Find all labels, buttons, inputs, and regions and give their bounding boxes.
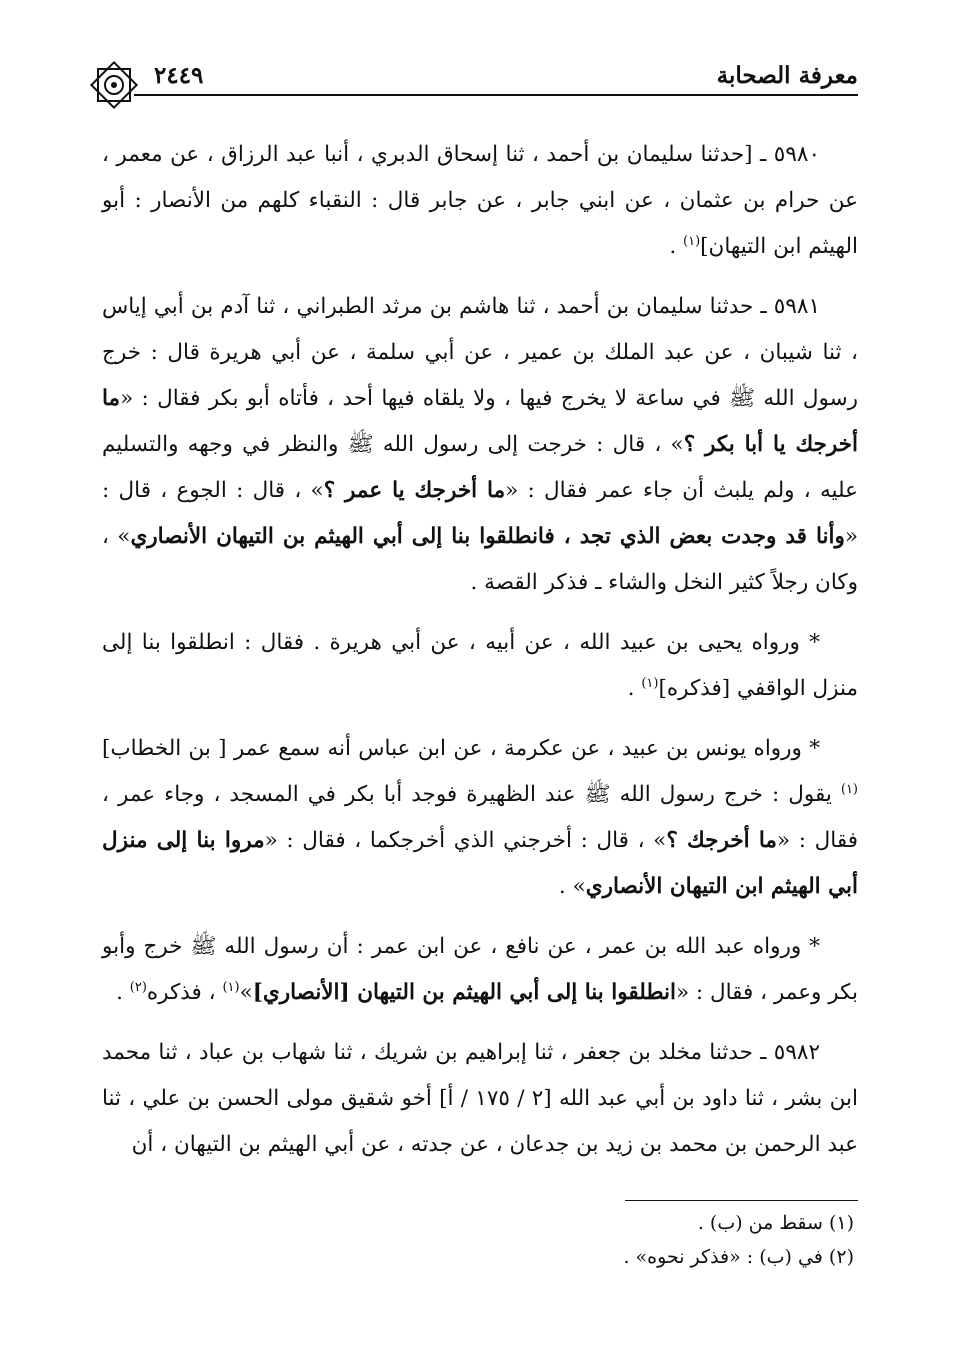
text-segment: » ، قال : خرجت إلى رسول الله ﷺ والنظر في وجهه والتسليم عليه ، ولم يلبث أن جاء عمر فقال : « <box>102 432 858 503</box>
footnote-ref: (١) <box>840 781 858 797</box>
text-segment: * ورواه يونس بن عبيد ، عن عكرمة ، عن ابن عباس أنه سمع عمر [ بن الخطاب] <box>102 736 820 761</box>
footnote-ref: (١) <box>641 675 659 691</box>
paragraph <box>102 284 858 606</box>
text-segment: » . <box>558 874 586 899</box>
footnote-2: (٢) في (ب) : «فذكر نحوه» . <box>623 1246 854 1268</box>
footnotes <box>300 1206 858 1274</box>
text-segment: ٥٩٨٢ ـ حدثنا مخلد بن جعفر ، ثنا إبراهيم بن شريك ، ثنا شهاب بن عباد ، ثنا محمد ابن بشر ، ثنا داود بن أبي عبد الله [٢ / ١٧٥ / أ] أخو شقيق مولى الحسن بن علي ، ثنا عبد الرحمن بن محمد بن زيد بن جدعان ، عن جدته ، عن أبي الهيثم بن التيهان ، أن <box>102 1040 858 1157</box>
text-segment: . <box>627 676 642 701</box>
main-text <box>102 132 858 1182</box>
header-rule <box>134 94 858 96</box>
page-number: ٢٤٤٩ <box>154 62 204 89</box>
running-title: معرفة الصحابة <box>716 62 858 89</box>
text-segment: . <box>669 234 683 259</box>
paragraph <box>102 726 858 910</box>
bold-quote: مروا بنا إلى منزل أبي الهيثم ابن التيهان الأنصاري <box>102 828 858 899</box>
text-segment: * ورواه يحيى بن عبيد الله ، عن أبيه ، عن أبي هريرة . فقال : انطلقوا بنا إلى منزل الواقفي [فذكره] <box>102 630 858 701</box>
text-segment: . <box>116 980 130 1005</box>
text-segment: ٥٩٨٠ ـ [حدثنا سليمان بن أحمد ، ثنا إسحاق الدبري ، أنبا عبد الرزاق ، عن معمر ، عن حرام بن عثمان ، عن ابني جابر ، عن جابر قال : النقباء كلهم من الأنصار : أبو الهيثم ابن التيهان] <box>102 142 858 259</box>
bold-quote: ما أخرجك يا أبا بكر ؟ <box>102 386 858 457</box>
footnote-1: (١) سقط من (ب) . <box>697 1212 854 1234</box>
text-segment: » ، وكان رجلاً كثير النخل والشاء ـ فذكر القصة . <box>102 524 858 595</box>
footnote-ref: (٢) <box>129 979 147 995</box>
bold-quote: انطلقوا بنا إلى أبي الهيثم بن التيهان [الأنصاري] <box>252 980 676 1005</box>
paragraph <box>102 620 858 712</box>
bold-quote: ما أخرجك يا عمر ؟ <box>323 478 506 503</box>
footnote-ref: (١) <box>683 233 701 249</box>
ornament-icon <box>84 55 144 115</box>
text-segment: * ورواه عبد الله بن عمر ، عن نافع ، عن ابن عمر : أن رسول الله ﷺ خرج وأبو بكر وعمر ، فقال : « <box>102 934 858 1005</box>
bold-quote: وأنا قد وجدت بعض الذي تجد ، فانطلقوا بنا إلى أبي الهيثم بن التيهان الأنصاري <box>130 524 845 549</box>
text-segment: » ، قال : الجوع ، قال : « <box>102 478 858 549</box>
text-segment: ٥٩٨١ ـ حدثنا سليمان بن أحمد ، ثنا هاشم بن مرثد الطبراني ، ثنا آدم بن أبي إياس ، ثنا شيبان ، عن عبد الملك بن عمير ، عن أبي سلمة ، عن أبي هريرة قال : خرج رسول الله ﷺ في ساعة لا يخرج فيها ، ولا يلقاه فيها أحد ، فأتاه أبو بكر فقال : « <box>102 294 858 411</box>
footnote-rule <box>625 1200 858 1201</box>
text-segment: » <box>239 980 253 1005</box>
paragraph <box>102 924 858 1016</box>
text-segment: يقول : خرج رسول الله ﷺ عند الظهيرة فوجد أبا بكر في المسجد ، وجاء عمر ، فقال : « <box>102 782 858 853</box>
bold-quote: ما أخرجك ؟ <box>666 828 777 853</box>
paragraph <box>102 1030 858 1168</box>
footnote-ref: (١) <box>222 979 240 995</box>
paragraph <box>102 132 858 270</box>
text-segment: » ، قال : أخرجني الذي أخرجكما ، فقال : « <box>264 828 667 853</box>
text-segment: ، فذكره <box>146 980 223 1005</box>
page-header <box>84 54 858 98</box>
